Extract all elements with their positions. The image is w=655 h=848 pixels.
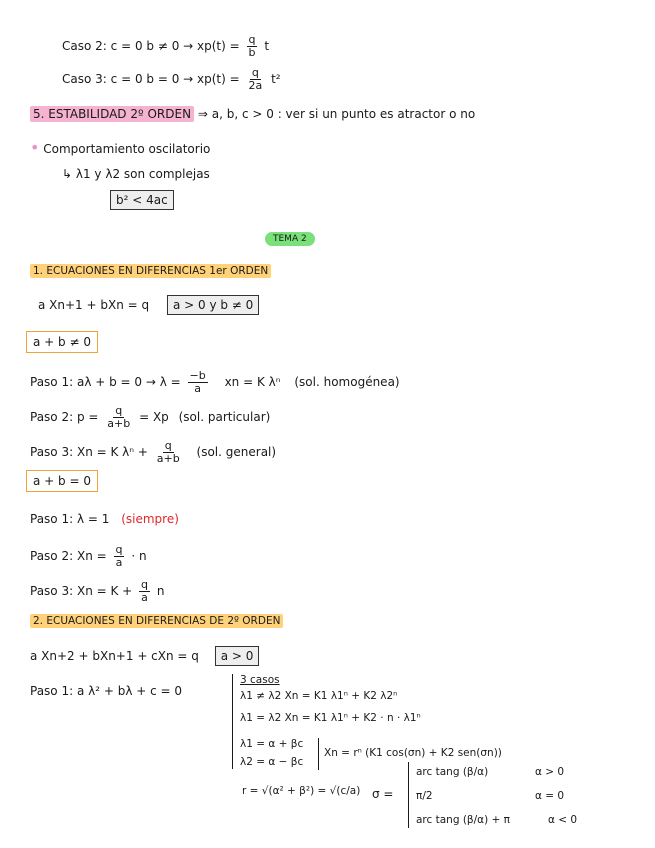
paso3-note: (sol. general): [196, 445, 277, 459]
sec1-heading: 1. ECUACIONES EN DIFERENCIAS 1er ORDEN: [30, 264, 271, 278]
caso3-cond: c = 0 b = 0 → xp(t) =: [110, 72, 240, 86]
paso2-eq: p =: [76, 410, 99, 424]
pasoB3-label: Paso 3:: [30, 584, 74, 598]
sec1-paso2-line: [30, 405, 270, 430]
caso3-tail: t²: [271, 72, 281, 86]
sigma-case-1-cond: α > 0: [535, 766, 565, 778]
sec1-equation-line: [38, 297, 259, 313]
comportamiento-title-line: [30, 140, 210, 157]
sec2-cond-box: a > 0: [215, 646, 260, 666]
sec2-heading: 2. ECUACIONES EN DIFERENCIAS DE 2º ORDEN: [30, 614, 283, 628]
pasoB2-tail: · n: [131, 549, 147, 563]
comportamiento-box-wrap: [110, 192, 174, 208]
caso2-fraction: $\frac{q}{b}$: [248, 33, 256, 59]
sec2-heading-wrap: [30, 613, 283, 629]
sec1-heading-wrap: [30, 263, 271, 279]
caso3-fraction: $\frac{q}{2a}$: [248, 66, 263, 92]
tema-badge-wrap: [265, 229, 315, 247]
estabilidad-heading: 5. ESTABILIDAD 2º ORDEN: [30, 106, 194, 122]
sec2-paso1-label: Paso 1:: [30, 684, 74, 698]
pink-bullet-icon: •: [30, 138, 40, 157]
pasoB3-fraction: $\frac{q}{a}$: [141, 578, 149, 604]
casos-title: 3 casos: [240, 674, 280, 686]
caso-complex-2: λ2 = α − βc: [240, 756, 304, 768]
pasoB2-eq: Xn =: [76, 549, 107, 563]
sec1-pasoB3-line: [30, 579, 164, 604]
estabilidad-line: [30, 106, 475, 122]
caso-distinct: λ1 ≠ λ2 Xn = K1 λ1ⁿ + K2 λ2ⁿ: [240, 690, 398, 702]
sigma-brace: [408, 762, 409, 828]
paso2-note: (sol. particular): [178, 410, 271, 424]
paso2-label: Paso 2:: [30, 410, 74, 424]
caso3-line: [62, 67, 281, 92]
pasoB2-fraction: $\frac{q}{a}$: [115, 543, 123, 569]
paso1-eq: aλ + b = 0 → λ =: [76, 375, 181, 389]
sec1-case-b-wrap: [26, 473, 98, 489]
caso3-label: Caso 3:: [62, 72, 107, 86]
paso1-label: Paso 1:: [30, 375, 74, 389]
caso2-tail: t: [264, 39, 270, 53]
sec1-paso3-line: [30, 440, 276, 465]
sigma-case-2-cond: α = 0: [535, 790, 565, 802]
caso2-label: Caso 2:: [62, 39, 107, 53]
sec2-equation-line: [30, 648, 259, 664]
sec1-case-b-box: a + b = 0: [26, 470, 98, 492]
casos-brace: [232, 674, 233, 769]
estabilidad-text: ⇒ a, b, c > 0 : ver si un punto es atractor o no: [197, 107, 476, 121]
sec1-pasoB2-line: [30, 544, 147, 569]
pasoB2-label: Paso 2:: [30, 549, 74, 563]
complex-condition-box: b² < 4ac: [110, 190, 174, 210]
paso1-note: (sol. homogénea): [294, 375, 400, 389]
caso-complex-1: λ1 = α + βc: [240, 738, 304, 750]
sec2-equation: a Xn+2 + bXn+1 + cXn = q: [30, 649, 199, 663]
sigma-case-3: arc tang (β/α) + π: [416, 814, 510, 826]
tema-badge: TEMA 2: [265, 232, 315, 246]
sigma-label: σ =: [372, 787, 394, 801]
sec1-equation: a Xn+1 + bXn = q: [38, 298, 150, 312]
caso2-cond: c = 0 b ≠ 0 → xp(t) =: [110, 39, 240, 53]
sigma-case-3-cond: α < 0: [548, 814, 578, 826]
complex-brace: [318, 738, 319, 770]
paso1-sol: xn = K λⁿ: [224, 375, 281, 389]
comportamiento-line: ↳ λ1 y λ2 son complejas: [62, 167, 210, 181]
pasoB3-tail: n: [156, 584, 165, 598]
paso3-eq: Xn = K λⁿ +: [76, 445, 148, 459]
caso-equal: λ1 = λ2 Xn = K1 λ1ⁿ + K2 · n · λ1ⁿ: [240, 712, 421, 724]
comportamiento-title: Comportamiento oscilatorio: [43, 142, 211, 156]
pasoB1-label: Paso 1:: [30, 512, 74, 526]
sec1-case-a-box: a + b ≠ 0: [26, 331, 98, 353]
sec1-pasoB1-line: [30, 511, 179, 527]
r-definition: r = √(α² + β²) = √(c/a): [242, 785, 361, 797]
pasoB3-eq: Xn = K +: [76, 584, 133, 598]
sigma-case-1: arc tang (β/α): [416, 766, 489, 778]
sec1-paso1-line: [30, 370, 400, 395]
paso3-fraction: $\frac{q}{a+b}$: [156, 439, 180, 465]
sec1-cond-box: a > 0 y b ≠ 0: [167, 295, 259, 315]
paso2-fraction: $\frac{q}{a+b}$: [107, 404, 131, 430]
pasoB1-note: (siempre): [121, 512, 179, 526]
caso-complex-sol: Xn = rⁿ (K1 cos(σn) + K2 sen(σn)): [324, 747, 502, 759]
sec1-case-a-wrap: [26, 334, 98, 350]
sec2-paso1-eq: a λ² + bλ + c = 0: [76, 684, 183, 698]
sigma-case-2: π/2: [416, 790, 433, 802]
paso2-sol: = Xp: [139, 410, 169, 424]
paso3-label: Paso 3:: [30, 445, 74, 459]
paso1-fraction: $\frac{-b}{a}$: [189, 369, 206, 395]
caso2-line: [62, 34, 269, 59]
pasoB1-eq: λ = 1: [76, 512, 110, 526]
sec2-paso1-line: [30, 683, 182, 699]
